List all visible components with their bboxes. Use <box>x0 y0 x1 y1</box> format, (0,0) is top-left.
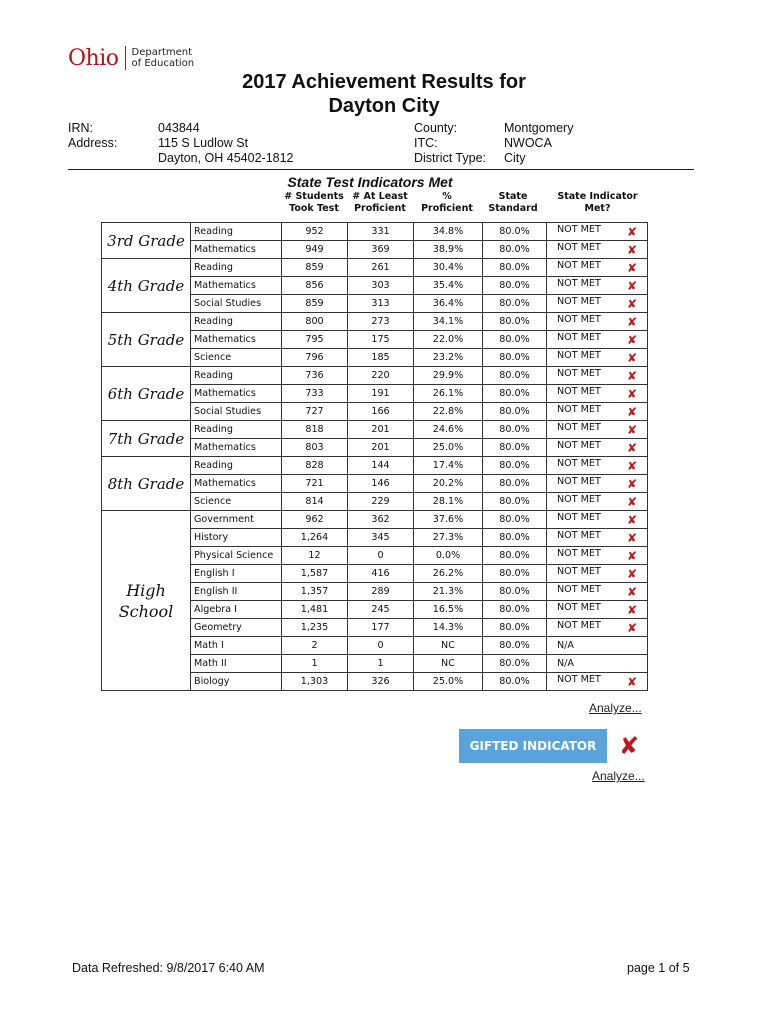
title-line2: Dayton City <box>328 95 440 117</box>
info-values-right <box>504 121 573 166</box>
col-students-l1: # Students <box>284 191 344 202</box>
logo-dept-line1: Department <box>131 47 193 58</box>
percent-proficient-cell: 34.1% <box>414 313 483 331</box>
subject-cell: Social Studies <box>191 403 282 421</box>
took-test-cell: 2 <box>282 637 348 655</box>
took-test-cell: 818 <box>282 421 348 439</box>
not-met-x-icon: ✘ <box>626 548 637 563</box>
indicator-met-cell <box>547 673 648 691</box>
subject-cell: Science <box>191 493 282 511</box>
state-standard-cell: 80.0% <box>483 565 547 583</box>
col-indicator-met <box>545 191 650 215</box>
state-standard-cell: 80.0% <box>483 259 547 277</box>
percent-proficient-cell: 24.6% <box>414 421 483 439</box>
indicator-met-text: NOT MET <box>557 295 601 307</box>
indicator-met-cell <box>547 367 648 385</box>
indicator-met-text: N/A <box>557 658 574 669</box>
indicator-met-text: NOT MET <box>557 367 601 379</box>
percent-proficient-cell: 22.0% <box>414 331 483 349</box>
subject-cell: Reading <box>191 259 282 277</box>
indicator-met-text: NOT MET <box>557 529 601 541</box>
indicator-met-cell <box>547 421 648 439</box>
not-met-x-icon: ✘ <box>626 512 637 527</box>
col-pct-l2: Proficient <box>421 203 473 214</box>
percent-proficient-cell: 0.0% <box>414 547 483 565</box>
col-students-l2: Took Test <box>289 203 339 214</box>
proficient-count-cell: 326 <box>348 673 414 691</box>
county-value: Montgomery <box>504 121 574 135</box>
took-test-cell: 803 <box>282 439 348 457</box>
percent-proficient-cell: 37.6% <box>414 511 483 529</box>
indicator-met-cell <box>547 385 648 403</box>
proficient-count-cell: 185 <box>348 349 414 367</box>
table-row <box>102 367 648 385</box>
subject-cell: Mathematics <box>191 277 282 295</box>
percent-proficient-cell: 38.9% <box>414 241 483 259</box>
grade-label <box>102 511 191 691</box>
took-test-cell: 814 <box>282 493 348 511</box>
took-test-cell: 736 <box>282 367 348 385</box>
indicator-met-text: NOT MET <box>557 277 601 289</box>
indicator-met-text: NOT MET <box>557 493 601 505</box>
proficient-count-cell: 261 <box>348 259 414 277</box>
took-test-cell: 727 <box>282 403 348 421</box>
percent-proficient-cell: 35.4% <box>414 277 483 295</box>
state-standard-cell: 80.0% <box>483 493 547 511</box>
header-divider <box>68 169 694 170</box>
percent-proficient-cell: 26.1% <box>414 385 483 403</box>
subject-cell: Reading <box>191 457 282 475</box>
indicator-met-cell <box>547 277 648 295</box>
took-test-cell: 1,264 <box>282 529 348 547</box>
irn-label: IRN: <box>68 121 93 135</box>
subject-cell: Government <box>191 511 282 529</box>
results-table <box>101 222 648 691</box>
indicator-met-cell <box>547 637 648 655</box>
percent-proficient-cell: 20.2% <box>414 475 483 493</box>
state-standard-cell: 80.0% <box>483 439 547 457</box>
percent-proficient-cell: 22.8% <box>414 403 483 421</box>
indicator-met-text: NOT MET <box>557 601 601 613</box>
indicator-met-text: NOT MET <box>557 385 601 397</box>
subject-cell: Mathematics <box>191 475 282 493</box>
state-standard-cell: 80.0% <box>483 583 547 601</box>
state-standard-cell: 80.0% <box>483 457 547 475</box>
not-met-x-icon: ✘ <box>626 458 637 473</box>
district-type-value: City <box>504 151 526 165</box>
county-label: County: <box>414 121 458 135</box>
proficient-count-cell: 245 <box>348 601 414 619</box>
subject-cell: Algebra I <box>191 601 282 619</box>
title-line1: 2017 Achievement Results for <box>242 71 526 93</box>
results-table-body <box>102 223 648 691</box>
indicator-met-cell <box>547 295 648 313</box>
percent-proficient-cell: 25.0% <box>414 673 483 691</box>
not-met-x-icon: ✘ <box>626 440 637 455</box>
not-met-x-icon: ✘ <box>626 260 637 275</box>
not-met-x-icon: ✘ <box>626 242 637 257</box>
col-met-l1: State Indicator <box>557 191 638 202</box>
col-atleast-l1: # At Least <box>352 191 408 202</box>
indicator-met-text: NOT MET <box>557 241 601 253</box>
subject-cell: English II <box>191 583 282 601</box>
info-labels-left <box>68 121 117 151</box>
gifted-not-met-x-icon: ✘ <box>619 732 640 760</box>
address-line1: 115 S Ludlow St <box>158 136 249 150</box>
state-standard-cell: 80.0% <box>483 385 547 403</box>
state-standard-cell: 80.0% <box>483 655 547 673</box>
percent-proficient-cell: 14.3% <box>414 619 483 637</box>
indicator-met-cell <box>547 565 648 583</box>
took-test-cell: 828 <box>282 457 348 475</box>
state-standard-cell: 80.0% <box>483 637 547 655</box>
indicator-met-cell <box>547 457 648 475</box>
indicator-met-cell <box>547 655 648 673</box>
grade-label: 7th Grade <box>102 421 191 457</box>
table-row <box>102 511 648 529</box>
table-row <box>102 421 648 439</box>
proficient-count-cell: 416 <box>348 565 414 583</box>
subject-cell: Math II <box>191 655 282 673</box>
proficient-count-cell: 229 <box>348 493 414 511</box>
indicator-met-cell <box>547 619 648 637</box>
proficient-count-cell: 191 <box>348 385 414 403</box>
state-standard-cell: 80.0% <box>483 619 547 637</box>
proficient-count-cell: 369 <box>348 241 414 259</box>
indicator-met-cell <box>547 349 648 367</box>
col-std-l1: State <box>498 191 528 202</box>
not-met-x-icon: ✘ <box>626 674 637 689</box>
percent-proficient-cell: 30.4% <box>414 259 483 277</box>
percent-proficient-cell: NC <box>414 637 483 655</box>
not-met-x-icon: ✘ <box>626 368 637 383</box>
indicator-met-text: NOT MET <box>557 313 601 325</box>
table-row <box>102 313 648 331</box>
not-met-x-icon: ✘ <box>626 296 637 311</box>
not-met-x-icon: ✘ <box>626 386 637 401</box>
subject-cell: Mathematics <box>191 439 282 457</box>
gifted-indicator-button[interactable]: GIFTED INDICATOR <box>459 729 607 763</box>
not-met-x-icon: ✘ <box>626 350 637 365</box>
proficient-count-cell: 345 <box>348 529 414 547</box>
indicator-met-text: NOT MET <box>557 511 601 523</box>
percent-proficient-cell: 36.4% <box>414 295 483 313</box>
info-labels-right <box>414 121 486 166</box>
not-met-x-icon: ✘ <box>626 404 637 419</box>
indicator-met-cell <box>547 583 648 601</box>
indicator-met-cell <box>547 529 648 547</box>
section-title: State Test Indicators Met <box>287 174 453 190</box>
took-test-cell: 733 <box>282 385 348 403</box>
grade-label: 8th Grade <box>102 457 191 511</box>
col-pct-proficient <box>412 191 482 215</box>
not-met-x-icon: ✘ <box>626 566 637 581</box>
col-pct-l1: % <box>442 191 452 202</box>
grade-label-text: High School <box>118 580 174 621</box>
took-test-cell: 1,481 <box>282 601 348 619</box>
indicator-met-cell <box>547 331 648 349</box>
indicator-met-cell <box>547 547 648 565</box>
not-met-x-icon: ✘ <box>626 332 637 347</box>
took-test-cell: 721 <box>282 475 348 493</box>
subject-cell: Reading <box>191 313 282 331</box>
proficient-count-cell: 273 <box>348 313 414 331</box>
grade-label: 5th Grade <box>102 313 191 367</box>
table-row <box>102 259 648 277</box>
address-line2: Dayton, OH 45402-1812 <box>158 151 294 165</box>
indicator-met-cell <box>547 241 648 259</box>
percent-proficient-cell: 16.5% <box>414 601 483 619</box>
state-standard-cell: 80.0% <box>483 277 547 295</box>
logo-dept-line2: of Education <box>131 58 195 69</box>
not-met-x-icon: ✘ <box>626 422 637 437</box>
analyze-link-indicators[interactable]: Analyze... <box>589 701 642 715</box>
took-test-cell: 962 <box>282 511 348 529</box>
indicator-met-cell <box>547 439 648 457</box>
took-test-cell: 1,587 <box>282 565 348 583</box>
subject-cell: History <box>191 529 282 547</box>
indicator-met-text: NOT MET <box>557 223 601 235</box>
took-test-cell: 856 <box>282 277 348 295</box>
not-met-x-icon: ✘ <box>626 494 637 509</box>
percent-proficient-cell: 23.2% <box>414 349 483 367</box>
indicator-met-text: NOT MET <box>557 673 601 685</box>
state-standard-cell: 80.0% <box>483 349 547 367</box>
indicator-met-text: NOT MET <box>557 439 601 451</box>
analyze-link-gifted[interactable]: Analyze... <box>592 769 645 783</box>
district-type-label: District Type: <box>414 151 487 165</box>
state-standard-cell: 80.0% <box>483 367 547 385</box>
not-met-x-icon: ✘ <box>626 620 637 635</box>
footer-refreshed: Data Refreshed: 9/8/2017 6:40 AM <box>72 961 265 975</box>
took-test-cell: 800 <box>282 313 348 331</box>
not-met-x-icon: ✘ <box>626 602 637 617</box>
col-at-least-proficient <box>347 191 413 215</box>
indicator-met-cell <box>547 601 648 619</box>
took-test-cell: 859 <box>282 259 348 277</box>
indicator-met-text: N/A <box>557 640 574 651</box>
took-test-cell: 795 <box>282 331 348 349</box>
col-state-standard <box>481 191 545 215</box>
not-met-x-icon: ✘ <box>626 476 637 491</box>
state-standard-cell: 80.0% <box>483 421 547 439</box>
proficient-count-cell: 289 <box>348 583 414 601</box>
proficient-count-cell: 362 <box>348 511 414 529</box>
subject-cell: Reading <box>191 223 282 241</box>
proficient-count-cell: 177 <box>348 619 414 637</box>
took-test-cell: 949 <box>282 241 348 259</box>
indicator-met-text: NOT MET <box>557 403 601 415</box>
indicator-met-text: NOT MET <box>557 475 601 487</box>
took-test-cell: 12 <box>282 547 348 565</box>
logo-brand: Ohio <box>68 45 119 71</box>
state-standard-cell: 80.0% <box>483 673 547 691</box>
proficient-count-cell: 175 <box>348 331 414 349</box>
subject-cell: Physical Science <box>191 547 282 565</box>
state-standard-cell: 80.0% <box>483 529 547 547</box>
indicator-met-cell <box>547 403 648 421</box>
subject-cell: Biology <box>191 673 282 691</box>
info-values-left <box>158 121 294 166</box>
percent-proficient-cell: 21.3% <box>414 583 483 601</box>
grade-label: 3rd Grade <box>102 223 191 259</box>
took-test-cell: 1,357 <box>282 583 348 601</box>
took-test-cell: 1,235 <box>282 619 348 637</box>
subject-cell: English I <box>191 565 282 583</box>
state-standard-cell: 80.0% <box>483 241 547 259</box>
indicator-met-text: NOT MET <box>557 259 601 271</box>
percent-proficient-cell: 26.2% <box>414 565 483 583</box>
proficient-count-cell: 144 <box>348 457 414 475</box>
itc-label: ITC: <box>414 136 438 150</box>
col-met-l2: Met? <box>584 203 611 214</box>
percent-proficient-cell: 27.3% <box>414 529 483 547</box>
subject-cell: Math I <box>191 637 282 655</box>
subject-cell: Science <box>191 349 282 367</box>
itc-value: NWOCA <box>504 136 552 150</box>
percent-proficient-cell: 28.1% <box>414 493 483 511</box>
subject-cell: Mathematics <box>191 331 282 349</box>
indicator-met-cell <box>547 223 648 241</box>
state-standard-cell: 80.0% <box>483 547 547 565</box>
proficient-count-cell: 331 <box>348 223 414 241</box>
state-standard-cell: 80.0% <box>483 331 547 349</box>
indicator-met-text: NOT MET <box>557 547 601 559</box>
logo-department <box>132 47 195 69</box>
state-standard-cell: 80.0% <box>483 223 547 241</box>
subject-cell: Geometry <box>191 619 282 637</box>
state-standard-cell: 80.0% <box>483 601 547 619</box>
subject-cell: Mathematics <box>191 385 282 403</box>
grade-label: 4th Grade <box>102 259 191 313</box>
indicator-met-text: NOT MET <box>557 349 601 361</box>
indicator-met-text: NOT MET <box>557 583 601 595</box>
page-title <box>0 70 768 118</box>
indicator-met-text: NOT MET <box>557 331 601 343</box>
indicator-met-cell <box>547 493 648 511</box>
proficient-count-cell: 201 <box>348 421 414 439</box>
grade-label: 6th Grade <box>102 367 191 421</box>
proficient-count-cell: 146 <box>348 475 414 493</box>
address-label: Address: <box>68 136 118 150</box>
col-students-took <box>280 191 348 215</box>
subject-cell: Reading <box>191 367 282 385</box>
indicator-met-cell <box>547 511 648 529</box>
state-standard-cell: 80.0% <box>483 403 547 421</box>
not-met-x-icon: ✘ <box>626 584 637 599</box>
table-row <box>102 457 648 475</box>
took-test-cell: 952 <box>282 223 348 241</box>
took-test-cell: 1,303 <box>282 673 348 691</box>
table-row <box>102 223 648 241</box>
state-standard-cell: 80.0% <box>483 511 547 529</box>
took-test-cell: 796 <box>282 349 348 367</box>
footer-page-number: page 1 of 5 <box>627 961 690 975</box>
proficient-count-cell: 166 <box>348 403 414 421</box>
indicator-met-text: NOT MET <box>557 619 601 631</box>
col-atleast-l2: Proficient <box>354 203 406 214</box>
proficient-count-cell: 303 <box>348 277 414 295</box>
percent-proficient-cell: 34.8% <box>414 223 483 241</box>
percent-proficient-cell: NC <box>414 655 483 673</box>
proficient-count-cell: 0 <box>348 547 414 565</box>
indicator-met-cell <box>547 259 648 277</box>
subject-cell: Mathematics <box>191 241 282 259</box>
irn-value: 043844 <box>158 121 200 135</box>
not-met-x-icon: ✘ <box>626 224 637 239</box>
not-met-x-icon: ✘ <box>626 530 637 545</box>
proficient-count-cell: 220 <box>348 367 414 385</box>
state-standard-cell: 80.0% <box>483 295 547 313</box>
percent-proficient-cell: 25.0% <box>414 439 483 457</box>
percent-proficient-cell: 29.9% <box>414 367 483 385</box>
took-test-cell: 859 <box>282 295 348 313</box>
not-met-x-icon: ✘ <box>626 278 637 293</box>
not-met-x-icon: ✘ <box>626 314 637 329</box>
indicator-met-text: NOT MET <box>557 421 601 433</box>
logo-divider <box>125 46 126 70</box>
col-std-l2: Standard <box>488 203 538 214</box>
subject-cell: Social Studies <box>191 295 282 313</box>
state-standard-cell: 80.0% <box>483 475 547 493</box>
proficient-count-cell: 0 <box>348 637 414 655</box>
indicator-met-cell <box>547 475 648 493</box>
took-test-cell: 1 <box>282 655 348 673</box>
proficient-count-cell: 1 <box>348 655 414 673</box>
subject-cell: Reading <box>191 421 282 439</box>
state-standard-cell: 80.0% <box>483 313 547 331</box>
proficient-count-cell: 313 <box>348 295 414 313</box>
indicator-met-text: NOT MET <box>557 457 601 469</box>
indicator-met-cell <box>547 313 648 331</box>
percent-proficient-cell: 17.4% <box>414 457 483 475</box>
indicator-met-text: NOT MET <box>557 565 601 577</box>
proficient-count-cell: 201 <box>348 439 414 457</box>
ohio-doe-logo <box>68 44 194 72</box>
